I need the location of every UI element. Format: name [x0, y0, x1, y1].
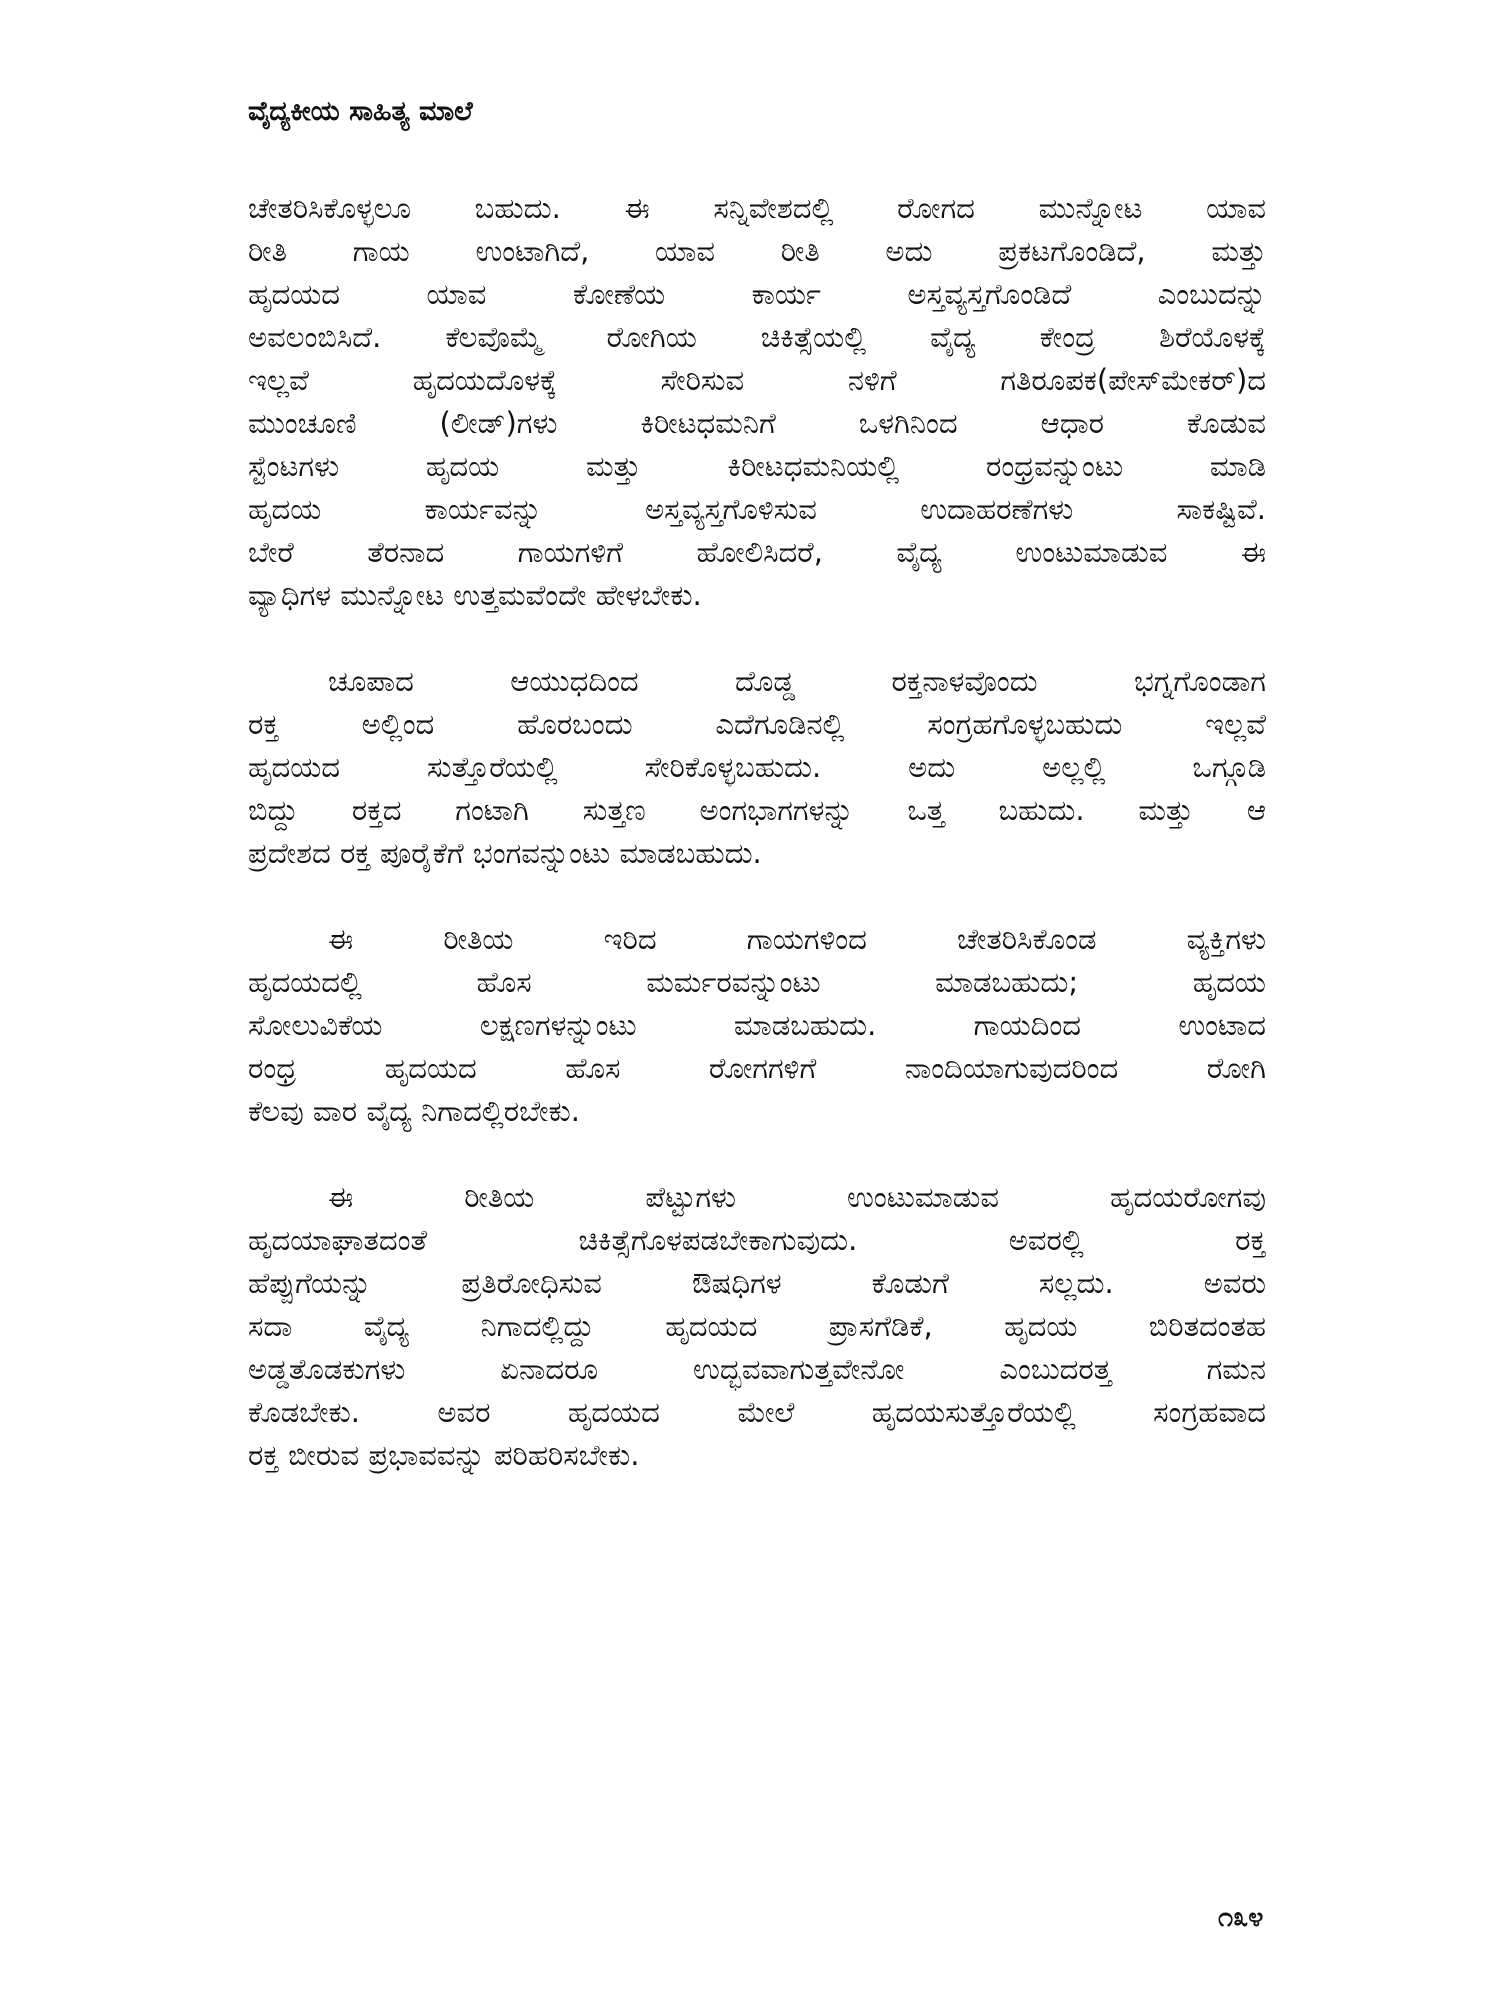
body-text [248, 187, 1266, 1477]
text-line: ಹೃದಯದ ಸುತ್ತೊರೆಯಲ್ಲಿ ಸೇರಿಕೊಳ್ಳಬಹುದು. ಅದು ಅಲ್ಲಲ್ಲಿ ಒಗ್ಗೂಡಿ [248, 750, 1266, 784]
paragraph-gap [248, 1133, 1266, 1176]
text-line: ಮುಂಚೂಣಿ (ಲೀಡ್)ಗಳು ಕಿರೀಟಧಮನಿಗೆ ಒಳಗಿನಿಂದ ಆಧಾರ ಕೊಡುವ [248, 406, 1266, 440]
running-head: ವೈದ್ಯಕೀಯ ಸಾಹಿತ್ಯ ಮಾಲೆ [248, 96, 473, 127]
text-line: ಚೂಪಾದ ಆಯುಧದಿಂದ ದೊಡ್ಡ ರಕ್ತನಾಳವೊಂದು ಭಗ್ನಗೊಂಡಾಗ [328, 664, 1266, 698]
paragraph-gap [248, 875, 1266, 918]
paragraph-gap [248, 617, 1266, 660]
text-line: ಪ್ರದೇಶದ ರಕ್ತ ಪೂರೈಕೆಗೆ ಭಂಗವನ್ನುಂಟು ಮಾಡಬಹುದು. [248, 836, 762, 870]
text-line: ಸದಾ ವೈದ್ಯ ನಿಗಾದಲ್ಲಿದ್ದು ಹೃದಯದ ಪ್ರಾಸಗೆಡಿಕೆ, ಹೃದಯ ಬಿರಿತದಂತಹ [248, 1309, 1266, 1343]
text-line: ಬೇರೆ ತೆರನಾದ ಗಾಯಗಳಿಗೆ ಹೋಲಿಸಿದರೆ, ವೈದ್ಯ ಉಂಟುಮಾಡುವ ಈ [248, 535, 1266, 569]
text-line: ಹೃದಯಾಘಾತದಂತೆ ಚಿಕಿತ್ಸೆಗೊಳಪಡಬೇಕಾಗುವುದು. ಅವರಲ್ಲಿ ರಕ್ತ [248, 1223, 1266, 1257]
text-line: ಇಲ್ಲವೆ ಹೃದಯದೊಳಕ್ಕೆ ಸೇರಿಸುವ ನಳಿಗೆ ಗತಿರೂಪಕ(ಪೇಸ್‌ಮೇಕರ್)ದ [248, 363, 1266, 397]
text-line: ಕೆಲವು ವಾರ ವೈದ್ಯ ನಿಗಾದಲ್ಲಿರಬೇಕು. [248, 1094, 580, 1128]
text-line: ಈ ರೀತಿಯ ಪೆಟ್ಟುಗಳು ಉಂಟುಮಾಡುವ ಹೃದಯರೋಗವು [328, 1180, 1266, 1214]
text-line: ಚೇತರಿಸಿಕೊಳ್ಳಲೂ ಬಹುದು. ಈ ಸನ್ನಿವೇಶದಲ್ಲಿ ರೋಗದ ಮುನ್ನೋಟ ಯಾವ [248, 191, 1266, 225]
text-line: ಹೃದಯದಲ್ಲಿ ಹೊಸ ಮರ್ಮರವನ್ನುಂಟು ಮಾಡಬಹುದು; ಹೃದಯ [248, 965, 1266, 999]
paragraph-4 [248, 1176, 1266, 1477]
text-line: ಹೃದಯ ಕಾರ್ಯವನ್ನು ಅಸ್ತವ್ಯಸ್ತಗೊಳಿಸುವ ಉದಾಹರಣೆಗಳು ಸಾಕಷ್ಟಿವೆ. [248, 492, 1266, 526]
paragraph-3 [248, 918, 1266, 1133]
text-line: ಬಿದ್ದು ರಕ್ತದ ಗಂಟಾಗಿ ಸುತ್ತಣ ಅಂಗಭಾಗಗಳನ್ನು ಒತ್ತ ಬಹುದು. ಮತ್ತು ಆ [248, 793, 1266, 827]
text-line: ಸ್ಟೆಂಟಗಳು ಹೃದಯ ಮತ್ತು ಕಿರೀಟಧಮನಿಯಲ್ಲಿ ರಂಧ್ರವನ್ನುಂಟು ಮಾಡಿ [248, 449, 1266, 483]
text-line: ಕೊಡಬೇಕು. ಅವರ ಹೃದಯದ ಮೇಲೆ ಹೃದಯಸುತ್ತೊರೆಯಲ್ಲಿ ಸಂಗ್ರಹವಾದ [248, 1395, 1266, 1429]
text-line: ರೀತಿ ಗಾಯ ಉಂಟಾಗಿದೆ, ಯಾವ ರೀತಿ ಅದು ಪ್ರಕಟಗೊಂಡಿದೆ, ಮತ್ತು [248, 234, 1266, 268]
text-line: ಹೃದಯದ ಯಾವ ಕೋಣೆಯ ಕಾರ್ಯ ಅಸ್ತವ್ಯಸ್ತಗೊಂಡಿದೆ ಎಂಬುದನ್ನು [248, 277, 1266, 311]
text-line: ಈ ರೀತಿಯ ಇರಿದ ಗಾಯಗಳಿಂದ ಚೇತರಿಸಿಕೊಂಡ ವ್ಯಕ್ತಿಗಳು [328, 922, 1266, 956]
text-line: ಸೋಲುವಿಕೆಯ ಲಕ್ಷಣಗಳನ್ನುಂಟು ಮಾಡಬಹುದು. ಗಾಯದಿಂದ ಉಂಟಾದ [248, 1008, 1266, 1042]
text-line: ರಕ್ತ ಬೀರುವ ಪ್ರಭಾವವನ್ನು ಪರಿಹರಿಸಬೇಕು. [248, 1438, 640, 1472]
page-number: ೧೩೪ [1218, 1902, 1264, 1933]
paragraph-1 [248, 187, 1266, 617]
text-line: ಹೆಪ್ಪುಗೆಯನ್ನು ಪ್ರತಿರೋಧಿಸುವ ಔಷಧಿಗಳ ಕೊಡುಗೆ ಸಲ್ಲದು. ಅವರು [248, 1266, 1266, 1300]
text-line: ರಂಧ್ರ ಹೃದಯದ ಹೊಸ ರೋಗಗಳಿಗೆ ನಾಂದಿಯಾಗುವುದರಿಂದ ರೋಗಿ [248, 1051, 1266, 1085]
paragraph-2 [248, 660, 1266, 875]
text-line: ಅಡ್ಡತೊಡಕುಗಳು ಏನಾದರೂ ಉದ್ಭವವಾಗುತ್ತವೇನೋ ಎಂಬುದರತ್ತ ಗಮನ [248, 1352, 1266, 1386]
text-line: ವ್ಯಾಧಿಗಳ ಮುನ್ನೋಟ ಉತ್ತಮವೆಂದೇ ಹೇಳಬೇಕು. [248, 578, 702, 612]
text-line: ಅವಲಂಬಿಸಿದೆ. ಕೆಲವೊಮ್ಮೆ ರೋಗಿಯ ಚಿಕಿತ್ಸೆಯಲ್ಲಿ ವೈದ್ಯ ಕೇಂದ್ರ ಶಿರೆಯೊಳಕ್ಕೆ [248, 320, 1266, 354]
text-line: ರಕ್ತ ಅಲ್ಲಿಂದ ಹೊರಬಂದು ಎದೆಗೂಡಿನಲ್ಲಿ ಸಂಗ್ರಹಗೊಳ್ಳಬಹುದು ಇಲ್ಲವೆ [248, 707, 1266, 741]
